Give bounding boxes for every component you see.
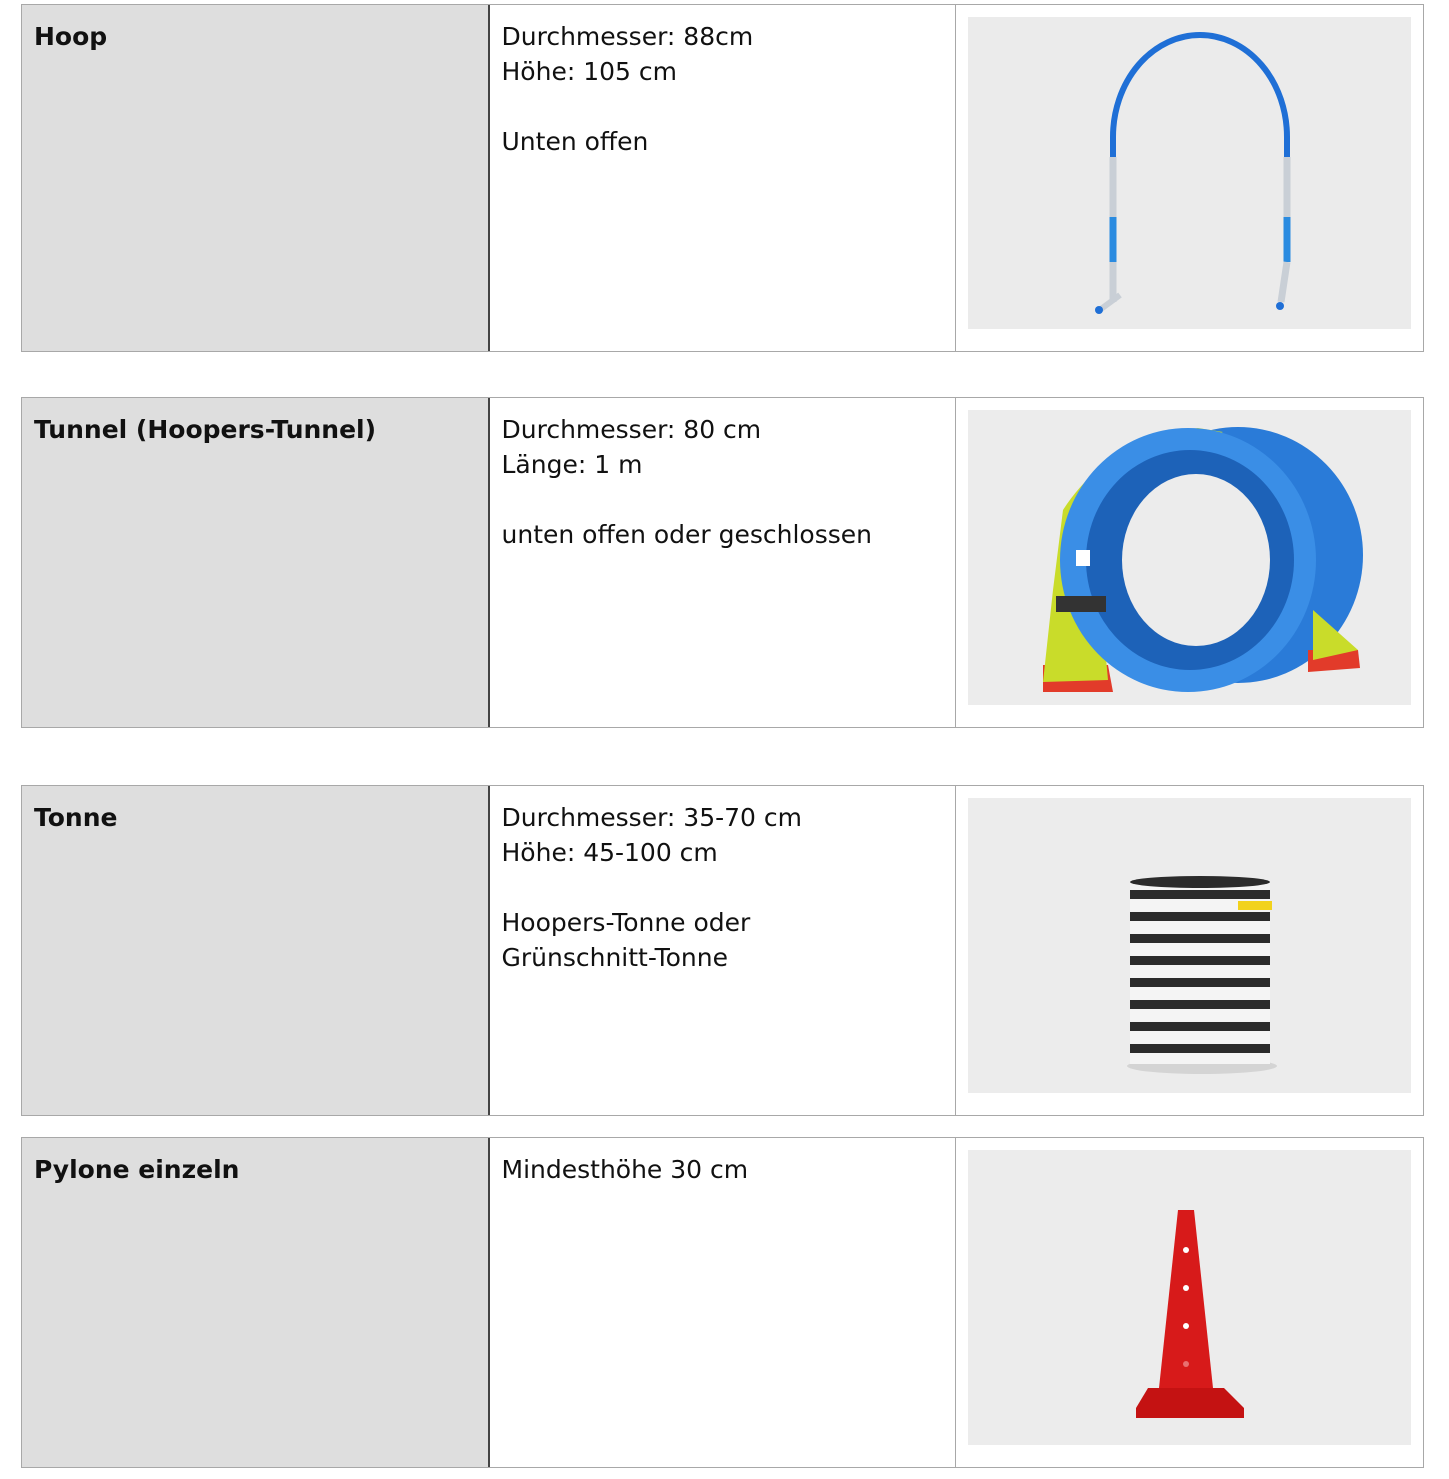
item-description-cell <box>490 786 957 1115</box>
item-description-cell <box>490 1138 957 1467</box>
description-line: Durchmesser: 80 cm <box>501 415 762 444</box>
table-row <box>21 1137 1424 1468</box>
description-line: Durchmesser: 35-70 cm <box>501 803 802 832</box>
item-image-cell <box>956 786 1423 1115</box>
item-name: Tonne <box>34 803 118 832</box>
item-image-cell <box>956 398 1423 727</box>
item-name: Tunnel (Hoopers-Tunnel) <box>34 415 377 444</box>
item-description-cell <box>490 398 957 727</box>
description-line: Grünschnitt-Tonne <box>501 943 728 972</box>
table-row <box>21 785 1424 1116</box>
tunnel-image <box>968 410 1411 705</box>
description-line <box>502 870 944 905</box>
item-description-cell <box>490 5 957 351</box>
description-line: Hoopers-Tonne oder <box>501 908 751 937</box>
description-line: Länge: 1 m <box>501 450 643 479</box>
hoop-arch-image <box>968 17 1411 329</box>
item-name-cell <box>22 5 490 351</box>
description-line: Höhe: 45-100 cm <box>501 838 718 867</box>
item-name: Pylone einzeln <box>34 1155 240 1184</box>
description-line <box>502 89 944 124</box>
item-name-cell <box>22 398 490 727</box>
cone-image <box>968 1150 1411 1445</box>
description-line: Durchmesser: 88cm <box>501 22 754 51</box>
description-line: Mindesthöhe 30 cm <box>501 1155 749 1184</box>
barrel-image <box>968 798 1411 1093</box>
description-line <box>502 482 944 517</box>
table-row <box>21 397 1424 728</box>
item-image-cell <box>956 5 1423 351</box>
description-line: Unten offen <box>501 127 649 156</box>
description-line: unten offen oder geschlossen <box>501 520 873 549</box>
item-name-cell <box>22 1138 490 1467</box>
item-image-cell <box>956 1138 1423 1467</box>
table-row <box>21 4 1424 352</box>
item-name: Hoop <box>34 22 108 51</box>
item-name-cell <box>22 786 490 1115</box>
description-line: Höhe: 105 cm <box>501 57 677 86</box>
